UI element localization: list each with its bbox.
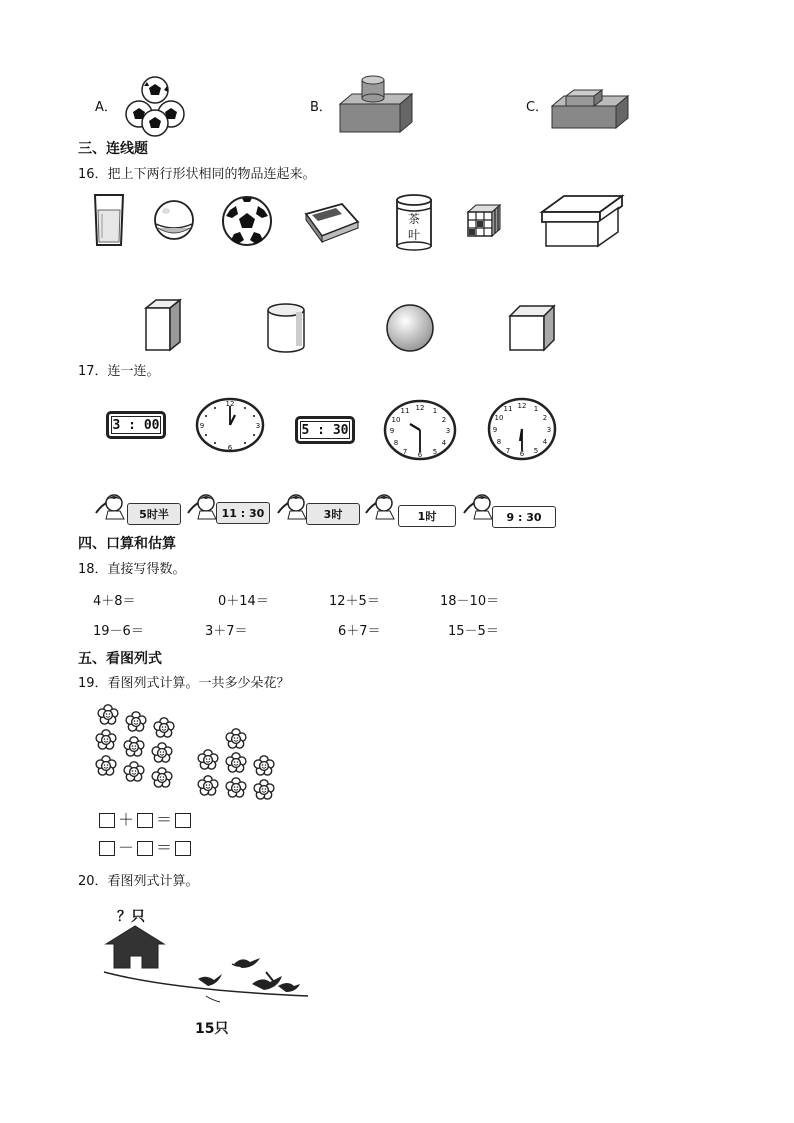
svg-text:8: 8 bbox=[496, 438, 502, 446]
svg-text:12: 12 bbox=[225, 400, 235, 408]
girl-icon bbox=[186, 491, 220, 521]
svg-text:10: 10 bbox=[391, 416, 401, 424]
option-c-label: C． bbox=[526, 100, 549, 115]
svg-text:4: 4 bbox=[542, 438, 548, 446]
sphere-shape bbox=[384, 302, 436, 354]
svg-text:10: 10 bbox=[494, 414, 504, 422]
svg-text:2: 2 bbox=[441, 416, 447, 424]
svg-text:9: 9 bbox=[199, 422, 205, 430]
digital-clock-2: 5 : 30 bbox=[295, 416, 355, 444]
answer-box[interactable] bbox=[99, 813, 115, 828]
arith-problem: 12＋5＝ bbox=[329, 594, 380, 609]
equals-sign: ＝ bbox=[156, 838, 173, 857]
analog-clock-1 bbox=[194, 396, 266, 454]
svg-text:3: 3 bbox=[445, 427, 451, 435]
svg-text:2: 2 bbox=[542, 414, 548, 422]
svg-text:5: 5 bbox=[533, 447, 539, 455]
arith-problem: 15－5＝ bbox=[448, 624, 499, 639]
tea-label-1: 茶 bbox=[408, 212, 421, 226]
time-tag-3: 3时 bbox=[306, 503, 360, 525]
svg-text:6: 6 bbox=[417, 451, 423, 459]
svg-text:3: 3 bbox=[546, 426, 552, 434]
time-tag-5: 9 : 30 bbox=[492, 506, 556, 528]
soccer-ball-picture bbox=[220, 194, 274, 248]
answer-box[interactable] bbox=[175, 841, 191, 856]
girl-icon bbox=[364, 491, 398, 521]
option-a-label: A． bbox=[95, 100, 117, 115]
svg-text:3: 3 bbox=[255, 422, 261, 430]
time-tag-4: 1时 bbox=[398, 505, 456, 527]
girl-icon bbox=[276, 491, 310, 521]
svg-text:12: 12 bbox=[415, 404, 425, 412]
svg-text:7: 7 bbox=[402, 448, 408, 456]
section-3-title: 三、连线题 bbox=[78, 141, 148, 157]
svg-text:9: 9 bbox=[492, 426, 498, 434]
answer-box[interactable] bbox=[99, 841, 115, 856]
question-18-text: 18．直接写得数。 bbox=[78, 562, 186, 577]
svg-text:1: 1 bbox=[432, 407, 438, 415]
svg-text:6: 6 bbox=[519, 450, 525, 458]
svg-text:11: 11 bbox=[503, 405, 513, 413]
box-picture bbox=[538, 192, 626, 250]
question-20-text: 20．看图列式计算。 bbox=[78, 874, 199, 889]
cylinder-shape bbox=[264, 302, 308, 354]
option-b-label: B． bbox=[310, 100, 332, 115]
svg-text:7: 7 bbox=[505, 447, 511, 455]
analog-clock-3 bbox=[486, 396, 558, 462]
svg-text:5: 5 bbox=[432, 448, 438, 456]
girl-icon bbox=[94, 491, 128, 521]
arith-problem: 0＋14＝ bbox=[218, 594, 269, 609]
rubiks-cube-picture bbox=[464, 202, 504, 240]
question-16-text: 16．把上下两行形状相同的物品连起来。 bbox=[78, 167, 316, 182]
arith-problem: 6＋7＝ bbox=[338, 624, 381, 639]
flowers-picture bbox=[90, 700, 280, 804]
question-17-text: 17．连一连。 bbox=[78, 364, 160, 379]
tea-label-2: 叶 bbox=[408, 228, 421, 242]
arith-problem: 3＋7＝ bbox=[205, 624, 248, 639]
birds-and-house-picture bbox=[102, 924, 312, 1006]
addition-equation bbox=[99, 811, 191, 829]
cylinder-on-box-picture bbox=[336, 74, 416, 136]
time-tag-2: 11 : 30 bbox=[216, 502, 270, 524]
subtraction-equation bbox=[99, 839, 191, 857]
digital-clock-1: 3 : 00 bbox=[106, 411, 166, 439]
section-4-title: 四、口算和估算 bbox=[78, 536, 176, 552]
cuboid-shape bbox=[144, 298, 184, 354]
cube-shape bbox=[508, 304, 558, 352]
total-count-label: 15只 bbox=[195, 1021, 229, 1037]
equals-sign: ＝ bbox=[156, 810, 173, 829]
plus-sign: ＋ bbox=[118, 810, 135, 829]
minus-sign: － bbox=[118, 838, 135, 857]
svg-text:11: 11 bbox=[400, 407, 410, 415]
answer-box[interactable] bbox=[137, 841, 153, 856]
svg-text:9: 9 bbox=[389, 427, 395, 435]
arith-problem: 4＋8＝ bbox=[93, 594, 136, 609]
svg-text:1: 1 bbox=[533, 405, 539, 413]
question-19-text: 19．看图列式计算。一共多少朵花？ bbox=[78, 676, 290, 691]
arith-problem: 18－10＝ bbox=[440, 594, 500, 609]
stacked-balls-picture bbox=[120, 76, 190, 138]
svg-text:8: 8 bbox=[393, 439, 399, 447]
section-5-title: 五、看图列式 bbox=[78, 651, 162, 667]
girl-icon bbox=[462, 491, 496, 521]
answer-box[interactable] bbox=[137, 813, 153, 828]
eraser-picture bbox=[302, 200, 362, 242]
glass-picture bbox=[92, 192, 126, 248]
arith-problem: 19－6＝ bbox=[93, 624, 144, 639]
analog-clock-2 bbox=[382, 398, 458, 462]
answer-box[interactable] bbox=[175, 813, 191, 828]
svg-text:6: 6 bbox=[227, 444, 233, 452]
unknown-count-label: ？只 bbox=[117, 909, 145, 925]
time-tag-1: 5时半 bbox=[127, 503, 181, 525]
ball-picture bbox=[152, 198, 196, 242]
svg-text:4: 4 bbox=[441, 439, 447, 447]
svg-text:12: 12 bbox=[517, 402, 527, 410]
stacked-boxes-picture bbox=[550, 84, 632, 132]
